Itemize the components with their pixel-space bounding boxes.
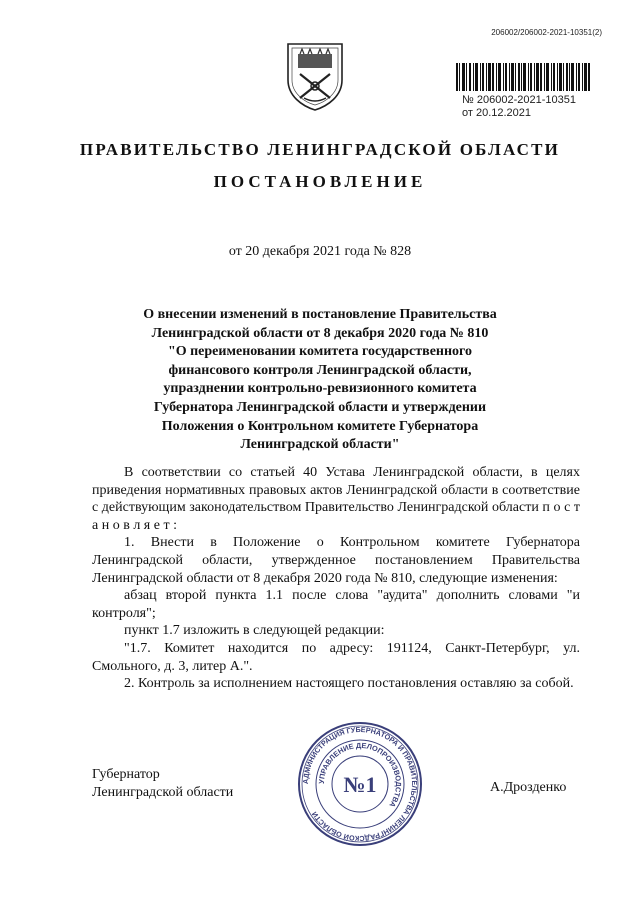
body-paragraph: абзац второй пункта 1.1 после слова "аудита" дополнить словами "и контроля"; — [92, 588, 580, 621]
document-code: 206002/206002-2021-10351(2) — [491, 28, 602, 37]
government-title: ПРАВИТЕЛЬСТВО ЛЕНИНГРАДСКОЙ ОБЛАСТИ — [79, 140, 561, 159]
official-stamp — [296, 720, 424, 848]
signatory-name: А.Дрозденко — [490, 780, 567, 795]
body-paragraph: 1. Внести в Положение о Контрольном комитете Губернатора Ленинградской области, утвержденное постановлением Правительства Ленинградской области от 8 декабря 2020 года № 810, следующие изменения: — [92, 535, 580, 586]
decree-date-number: от 20 декабря 2021 года № 828 — [228, 244, 412, 259]
preamble-text: В соответствии со статьей 40 Устава Ленинградской области, в целях приведения нормативных правовых актов Ленинградской области в соответствие с действующим законодательством Правительство Ленинградской области — [92, 465, 580, 516]
body-paragraph: пункт 1.7 изложить в следующей редакции: — [124, 623, 385, 639]
stamp-center-number: №1 — [343, 772, 377, 797]
stamp-outer-path: АДМИНИСТРАЦИЯ ГУБЕРНАТОРА И ПРАВИТЕЛЬСТВА ЛЕНИНГРАДСКОЙ ОБЛАСТИ — [300, 724, 420, 844]
decree-subject — [60, 306, 580, 455]
subject-line: "О переименовании комитета государственного — [167, 344, 473, 360]
registration-date: от 20.12.2021 — [462, 107, 532, 119]
subject-line: Губернатора Ленинградской области и утверждении — [153, 399, 487, 415]
subject-line: финансового контроля Ленинградской области, — [168, 362, 472, 378]
barcode — [456, 63, 590, 91]
body-paragraph — [92, 464, 580, 534]
subject-line: Ленинградской области" — [240, 437, 400, 453]
body-paragraph: 2. Контроль за исполнением настоящего постановления оставляю за собой. — [124, 676, 574, 692]
subject-line: Положения о Контрольном комитете Губернатора — [161, 418, 479, 434]
stamp-inner-path: УПРАВЛЕНИЕ ДЕЛОПРОИЗВОДСТВА — [316, 740, 404, 809]
position-line: Губернатор — [92, 767, 160, 782]
decree-body — [92, 464, 580, 693]
resolves-text: п о с т а н о в л я е т : — [92, 500, 581, 533]
signatory-position — [92, 766, 233, 802]
coat-of-arms-emblem — [284, 40, 346, 112]
body-paragraph: "1.7. Комитет находится по адресу: 191124, Санкт-Петербург, ул. Смольного, д. 3, литер А.". — [92, 640, 580, 674]
subject-line: Ленинградской области от 8 декабря 2020 года № 810 — [151, 325, 489, 341]
subject-line: О внесении изменений в постановление Правительства — [143, 307, 497, 322]
subject-line: упразднении контрольно-ревизионного комитета — [163, 381, 477, 397]
registration-info — [462, 94, 576, 120]
registration-number: № 206002-2021-10351 — [462, 94, 576, 106]
decree-title: ПОСТАНОВЛЕНИЕ — [213, 172, 427, 191]
position-line: Ленинградской области — [92, 785, 234, 800]
